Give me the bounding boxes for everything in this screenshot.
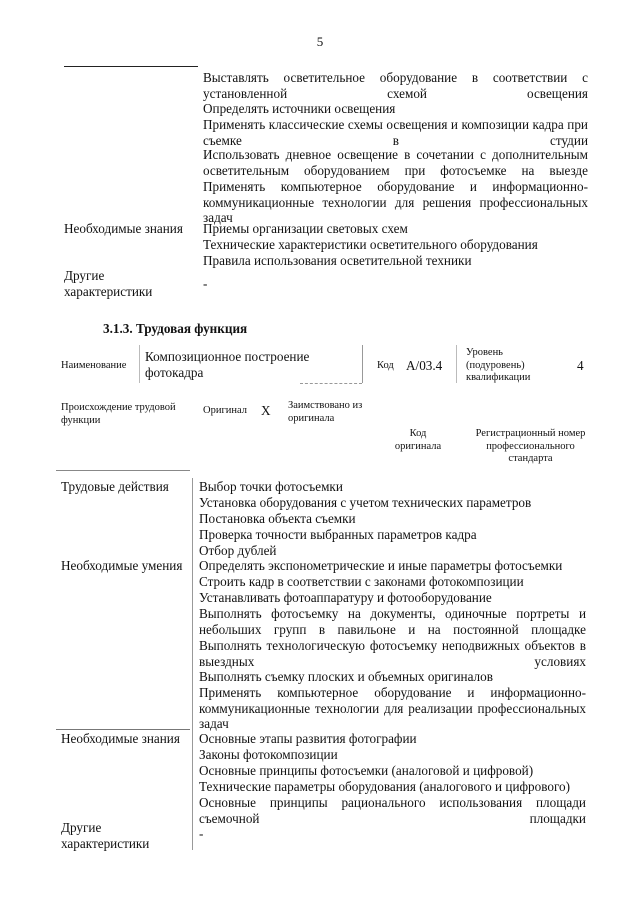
main-table-divider bbox=[192, 478, 193, 850]
action-item: Отбор дублей bbox=[199, 543, 277, 558]
skill-item: Выполнять технологическую фотосъемку неподвижных объектов в выездных условиях bbox=[199, 638, 586, 669]
skill-item: Применять классические схемы освещения и композиции кадра при съемке в студии bbox=[203, 117, 588, 148]
other-label: Другие характеристики bbox=[61, 820, 150, 851]
skill-item: Строить кадр в соответствии с законами фотокомпозиции bbox=[199, 574, 524, 589]
knowledge-label: Необходимые знания bbox=[61, 731, 180, 746]
knowledge-item: Основные этапы развития фотографии bbox=[199, 731, 417, 746]
section-title: 3.1.3. Трудовая функция bbox=[103, 321, 248, 336]
other-value: - bbox=[203, 276, 208, 291]
name-box-right bbox=[362, 345, 363, 383]
knowledge-item: Законы фотокомпозиции bbox=[199, 747, 338, 762]
skill-item: Использовать дневное освещение в сочетании с дополнительным осветительным оборудованием при фотосъемке на выезде bbox=[203, 147, 588, 178]
skill-item: Определять источники освещения bbox=[203, 101, 396, 116]
actions-label: Трудовые действия bbox=[61, 479, 169, 494]
knowledge-item: Правила использования осветительной техники bbox=[203, 253, 472, 268]
main-table-top-rule bbox=[56, 470, 190, 471]
name-box-left bbox=[139, 345, 140, 383]
knowledge-item: Приемы организации световых схем bbox=[203, 221, 408, 236]
skill-item: Выполнять фотосъемку на документы, одиночные портреты и небольших групп в павильоне и на постоянной площадке bbox=[199, 606, 586, 637]
other-label: Другие характеристики bbox=[64, 268, 153, 299]
skill-item: Устанавливать фотоаппаратуру и фотооборудование bbox=[199, 590, 492, 605]
code-box-right bbox=[456, 345, 457, 383]
original-label: Оригинал bbox=[203, 405, 247, 416]
skill-item: Определять экспонометрические и иные параметры фотосъемки bbox=[199, 558, 563, 573]
knowledge-top-rule bbox=[56, 729, 190, 730]
knowledge-item: Основные принципы рационального использования площади съемочной площадки bbox=[199, 795, 586, 826]
skill-item: Выставлять осветительное оборудование в соответствии с установленной схемой освещения bbox=[203, 70, 588, 101]
action-item: Проверка точности выбранных параметров кадра bbox=[199, 527, 477, 542]
knowledge-item: Технические параметры оборудования (аналогового и цифрового) bbox=[199, 779, 571, 794]
origin-label: Происхождение трудовой функции bbox=[61, 402, 176, 426]
action-item: Установка оборудования с учетом технических параметров bbox=[199, 495, 532, 510]
skill-item: Применять компьютерное оборудование и информационно-коммуникационные технологии для решения профессиональных задач bbox=[203, 179, 588, 225]
action-item: Постановка объекта съемки bbox=[199, 511, 356, 526]
original-mark: X bbox=[261, 403, 271, 418]
action-item: Выбор точки фотосъемки bbox=[199, 479, 343, 494]
code-label: Код bbox=[377, 360, 394, 371]
level-label: Уровень (подуровень) квалификации bbox=[466, 347, 531, 383]
skills-label: Необходимые умения bbox=[61, 558, 183, 573]
borrowed-label: Заимствовано из оригинала bbox=[288, 400, 363, 424]
code-original-label: Код оригинала bbox=[394, 428, 442, 452]
skill-item: Выполнять съемку плоских и объемных оригиналов bbox=[199, 669, 493, 684]
name-value: Композиционное построение фотокадра bbox=[145, 349, 310, 380]
name-box-bottom bbox=[300, 383, 362, 384]
knowledge-item: Основные принципы фотосъемки (аналоговой и цифровой) bbox=[199, 763, 534, 778]
code-value: А/03.4 bbox=[406, 358, 443, 373]
reg-number-label: Регистрационный номер профессионального стандарта bbox=[475, 428, 586, 464]
level-value: 4 bbox=[577, 358, 584, 373]
skill-item: Применять компьютерное оборудование и информационно-коммуникационные технологии для реализации профессиональных задач bbox=[199, 685, 586, 731]
page-number: 5 bbox=[316, 34, 324, 49]
name-label: Наименование bbox=[61, 360, 127, 371]
knowledge-item: Технические характеристики осветительного оборудования bbox=[203, 237, 538, 252]
top-table-rule bbox=[64, 66, 198, 67]
knowledge-label: Необходимые знания bbox=[64, 221, 183, 236]
other-value: - bbox=[199, 826, 204, 841]
